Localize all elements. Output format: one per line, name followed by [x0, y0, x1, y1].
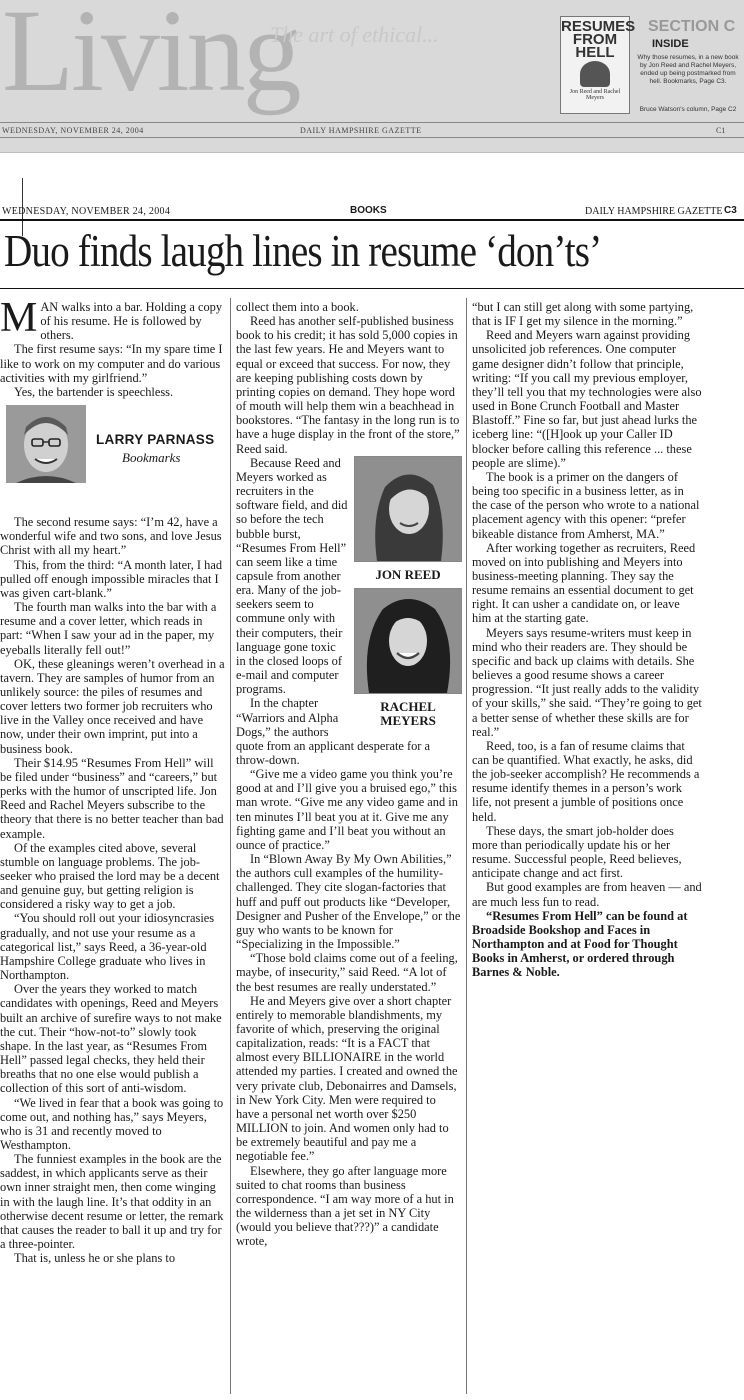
- paragraph: Meyers says resume-writers must keep in mind who their readers are. They should be specific and back up claims with details. She believes a good resume shows a career progression. “It just really adds to the validity of your skills,” she said. “They’re going to get a better sense of whether these skills are for real.”: [472, 625, 702, 739]
- paragraph: “Those bold claims come out of a feeling, maybe, of insecurity,” said Reed. “A lot of the best resumes are really understated.”: [236, 951, 458, 994]
- header-publication: DAILY HAMPSHIRE GAZETTE: [585, 206, 723, 217]
- front-date: WEDNESDAY, NOVEMBER 24, 2004: [2, 126, 144, 135]
- article-column-2: [236, 300, 462, 1248]
- headline: Duo finds laugh lines in resume ‘don’ts’: [4, 226, 602, 276]
- paragraph: “We lived in fear that a book was going to come out, and nothing has,” says Meyers, who is 31 and recently moved to Westhampton.: [0, 1095, 224, 1152]
- paragraph: In “Blown Away By My Own Abilities,” the authors cull examples of the humility-challenged. They cite slogan-factories that huff and puff out products like “Developer, Designer and Pusher of the Envelope,” or the guy who wants to be known for “Specializing in the Impossible.”: [236, 852, 461, 952]
- strip-rule-bottom: [0, 137, 744, 138]
- caption-rachel-meyers: RACHEL MEYERS: [380, 699, 436, 729]
- section-front-strip: [0, 0, 744, 153]
- paragraph: “Give me a video game you think you’re good at and I’ll give you a bruised ego,” this man wrote. “Give me any video game and in ten minutes I’ll beat you at it. Give me any fighting game and I’ll beat you without an ounce of practice.”: [236, 767, 458, 852]
- section-name: Living: [2, 0, 299, 116]
- paragraph: collect them into a book.: [236, 300, 359, 314]
- paragraph: Over the years they worked to match candidates with openings, Reed and Meyers built an archive of surefire ways to not make the cut. Their “how-not-to” slowly took shape. In the last year, as “Resumes From Hell” passed legal checks, they held their breaths that no one else would publish a collection of this sort of anti-wisdom.: [0, 982, 222, 1096]
- paragraph: The fourth man walks into the bar with a resume and a cover letter, which reads in part: “When I saw your ad in the paper, my eyeballs literally fell out!”: [0, 600, 217, 657]
- column-rule-2: [466, 298, 467, 1394]
- book-cover-authors: Jon Reed and Rachel Meyers: [569, 89, 621, 101]
- columnist-photo: [6, 405, 86, 483]
- jon-reed-photo: [354, 456, 462, 562]
- book-cover-figure: [580, 61, 610, 87]
- inside-column-teaser: Bruce Watson's column, Page C2: [639, 106, 737, 113]
- article-column-1: [0, 295, 226, 1266]
- paragraph: But good examples are from heaven — and are much less fun to read.: [472, 880, 702, 909]
- book-cover-title: RESUMES FROM HELL: [561, 18, 636, 61]
- paragraph: Their $14.95 “Resumes From Hell” will be filed under “business” and “careers,” but perks with the humor of unscripted life. Jon Reed and Rachel Meyers subscribe to the theory that there is no better teacher than bad example.: [0, 755, 224, 841]
- paragraph: He and Meyers give over a short chapter entirely to memorable blandishments, my favorite of which, preserving the original capitalization, reads: “It is a FACT that almost every BILLIONAIRE in the world attended my parties. I created and owned the very private club, Debonairres and Damsels, in New York City. Men were required to have a personal net worth over $250 MILLION to join. And women only had to be extremely beautiful and pay me a negotiable fee.”: [236, 993, 458, 1164]
- paragraph: In the chapter “Warriors and Alpha Dogs,” the authors quote from an applicant desperate for a throw-down.: [236, 696, 431, 767]
- paragraph: These days, the smart job-holder does more than periodically update his or her resume. Successful people, Reed believes, anticipate change and act first.: [472, 823, 682, 881]
- header-rule: [0, 219, 744, 221]
- paragraph: Reed, too, is a fan of resume claims that can be quantified. What exactly, he asks, did the job-seeker accomplish? He recommends a resume identify themes in a person’s work life, not present a jumble of positions once held.: [472, 738, 700, 824]
- byline-name: LARRY PARNASS: [96, 432, 215, 448]
- paragraph: “but I can still get along with some partying, that is IF I get my silence in the morning.”: [472, 300, 694, 329]
- paragraph: The funniest examples in the book are the saddest, in which applicants serve as their own inner straight men, then come winging in with the laugh line. It’s that oddity in an otherwise decent resume or letter, the remark that causes the reader to ball it up and try for a three-pointer.: [0, 1152, 224, 1252]
- paragraph: After working together as recruiters, Reed moved on into publishing and Meyers into business-meeting planning. They say the resume remains an essential document to get right. It can usher a candidate on, or leave him at the starting gate.: [472, 540, 696, 626]
- paragraph: “You should roll out your idiosyncrasies gradually, and not use your resume as a categorical list,” says Reed, a 36-year-old Hampshire College graduate who lives in Northampton.: [0, 911, 215, 983]
- lead-paragraph: MAN walks into a bar. Holding a copy of his resume. He is followed by others.: [0, 295, 223, 343]
- closing-note: “Resumes From Hell” can be found at Broadside Bookshop and Faces in Northampton and at Food for Thought Books in Amherst, or ordered through Barnes & Noble.: [472, 908, 688, 980]
- byline-column-name: Bookmarks: [122, 450, 181, 466]
- strip-rule-top: [0, 122, 744, 123]
- paragraph: That is, unless he or she plans to: [14, 1251, 176, 1266]
- drop-cap: M: [0, 295, 38, 341]
- front-publication: DAILY HAMPSHIRE GAZETTE: [300, 126, 422, 135]
- front-page-number: C1: [716, 126, 726, 135]
- paragraph: Because Reed and Meyers worked as recruiters in the software field, and did so before the tech bubble burst, “Resumes From Hell” can seem like a time capsule from another era. Many of the job-seekers seem to commune only with their computers, their language gone toxic in the closed loops of e-mail and computer programs.: [236, 455, 348, 697]
- faded-headline: The art of ethical...: [270, 22, 439, 47]
- paragraph: This, from the third: “A month later, I had pulled off enough impossible miracles that I was given cart-blank.”: [0, 557, 223, 600]
- inside-teaser: Why those resumes, in a new book by Jon Reed and Rachel Meyers, ended up being postmarked from hell. Bookmarks, Page C3.: [637, 54, 739, 85]
- paragraph: Reed and Meyers warn against providing unsolicited job references. One computer game designer didn’t follow that principle, writing: “If you call my previous employer, they’ll tell you that my technologies were also used in Bone Crunch Football and Master Blastoff.” Fine so far, but just ahead lurks the iceberg line: “([H]ook up your Caller ID blocker before calling this reference ... these people are slime).”: [472, 328, 702, 470]
- column-rule-1: [230, 298, 231, 1394]
- paragraph: The book is a primer on the dangers of being too specific in a business letter, as in the case of the person who wrote to a national placement agency with this opener: “prefer bikeable distance from Amherst, MA.”: [472, 469, 700, 541]
- section-label: SECTION C: [648, 18, 736, 35]
- caption-jon-reed: JON REED: [375, 566, 441, 582]
- byline: [0, 405, 226, 501]
- inside-label: INSIDE: [652, 38, 689, 50]
- paragraph: Of the examples cited above, several stumble on language problems. The job-seeker who praised the lord may be a decent and genuine guy, but getting religion is considered a risky way to get a job.: [0, 840, 220, 912]
- paragraph: Elsewhere, they go after language more suited to chat rooms than business correspondence. “I am way more of a hut in the wilderness than a jet set in NY City (would you believe that???)” a candidate wrote,: [236, 1163, 454, 1249]
- rachel-meyers-photo: [354, 588, 462, 694]
- book-cover-thumbnail: [560, 16, 636, 114]
- header-page-number: C3: [724, 205, 737, 216]
- author-photos: [354, 456, 462, 734]
- paragraph: OK, these gleanings weren’t overhead in a tavern. They are samples of humor from an unlikely source: the piles of resumes and cover letters two former job recruiters who live in the Valley once received and have now, under their own imprint, put into a business book.: [0, 656, 225, 756]
- article-column-3: [472, 300, 702, 980]
- header-date: WEDNESDAY, NOVEMBER 24, 2004: [2, 206, 171, 217]
- paragraph: Reed has another self-published business book to his credit; it has sold 5,000 copies in the last few years. He and Meyers want to equal or exceed that success. For now, they are keeping publishing costs down by printing copies on demand. They hope word of mouth will help them win a beachhead in bookstores. “The fantasy in the long run is to have a huge display in the front of the store,” Reed said.: [236, 314, 460, 456]
- headline-rule: [0, 288, 744, 289]
- paragraph: The first resume says: “In my spare time I like to work on my computer and do various activities with my girlfriend.”: [0, 342, 223, 385]
- paragraph: Yes, the bartender is speechless.: [14, 384, 174, 399]
- header-section: BOOKS: [350, 205, 387, 216]
- paragraph: The second resume says: “I’m 42, have a wonderful wife and two sons, and love Jesus Christ with all my heart.”: [0, 515, 222, 558]
